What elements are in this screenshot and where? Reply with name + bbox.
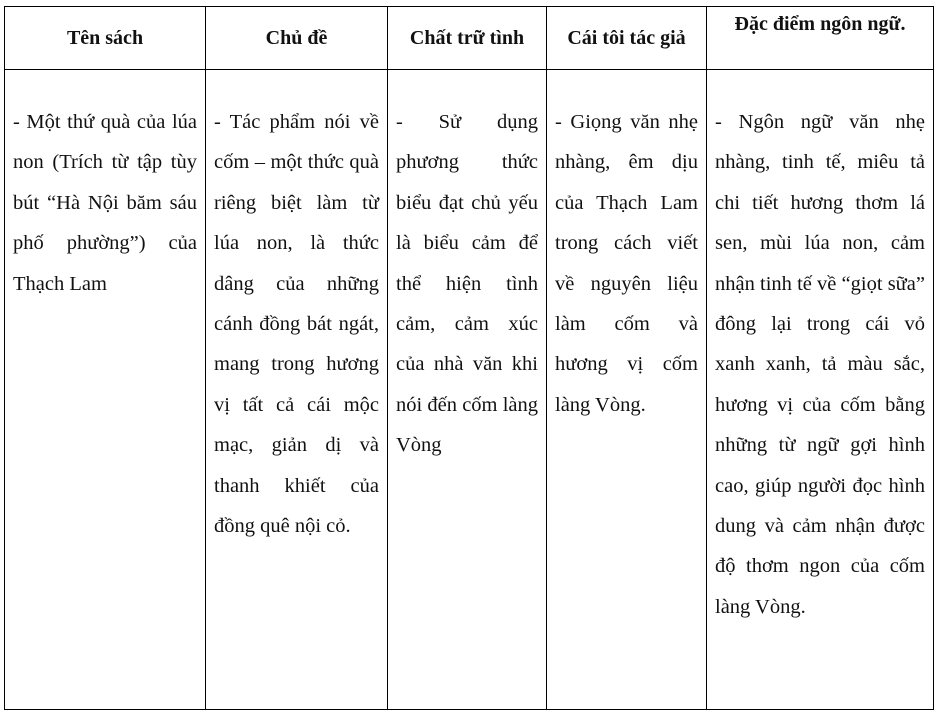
document-table-container — [4, 6, 933, 710]
cell-language-features-text: - Ngôn ngữ văn nhẹ nhàng, tinh tế, miêu tả chi tiết hương thơm lá sen, mùi lúa non, cảm nhận tinh tế về “giọt sữa” đông lại trong cái vỏ xanh xanh, tả màu sắc, hương vị của cốm bằng những từ ngữ gợi hình cao, giúp người đọc hình dung và cảm nhận được độ thơm ngon của cốm làng Vòng. — [715, 111, 925, 618]
cell-theme-text: - Tác phẩm nói về cốm – một thức quà riêng biệt làm từ lúa non, là thức dâng của những cánh đồng bát ngát, mang trong hương vị tất cả cái mộc mạc, giản dị và thanh khiết của đồng quê nội cỏ. — [214, 111, 379, 538]
literature-analysis-table — [4, 6, 934, 710]
table-row — [5, 70, 934, 710]
header-language-features: Đặc điểm ngôn ngữ. — [707, 7, 934, 70]
header-row — [5, 7, 934, 70]
header-lyricism: Chất trữ tình — [388, 7, 547, 70]
cell-lyricism-text: - Sử dụng phương thức biểu đạt chủ yếu là biểu cảm để thể hiện tình cảm, cảm xúc của nhà văn khi nói đến cốm làng Vòng — [396, 111, 538, 457]
cell-theme — [206, 70, 388, 710]
header-theme: Chủ đề — [206, 7, 388, 70]
cell-author-self-text: - Giọng văn nhẹ nhàng, êm dịu của Thạch Lam trong cách viết về nguyên liệu làm cốm và hương vị cốm làng Vòng. — [555, 111, 698, 416]
cell-language-features — [707, 70, 934, 710]
cell-book-title-text: - Một thứ quà của lúa non (Trích từ tập tùy bút “Hà Nội băm sáu phố phường”) của Thạch Lam — [13, 111, 197, 295]
header-author-self: Cái tôi tác giả — [547, 7, 707, 70]
cell-lyricism — [388, 70, 547, 710]
header-book-title: Tên sách — [5, 7, 206, 70]
cell-book-title — [5, 70, 206, 710]
cell-author-self — [547, 70, 707, 710]
